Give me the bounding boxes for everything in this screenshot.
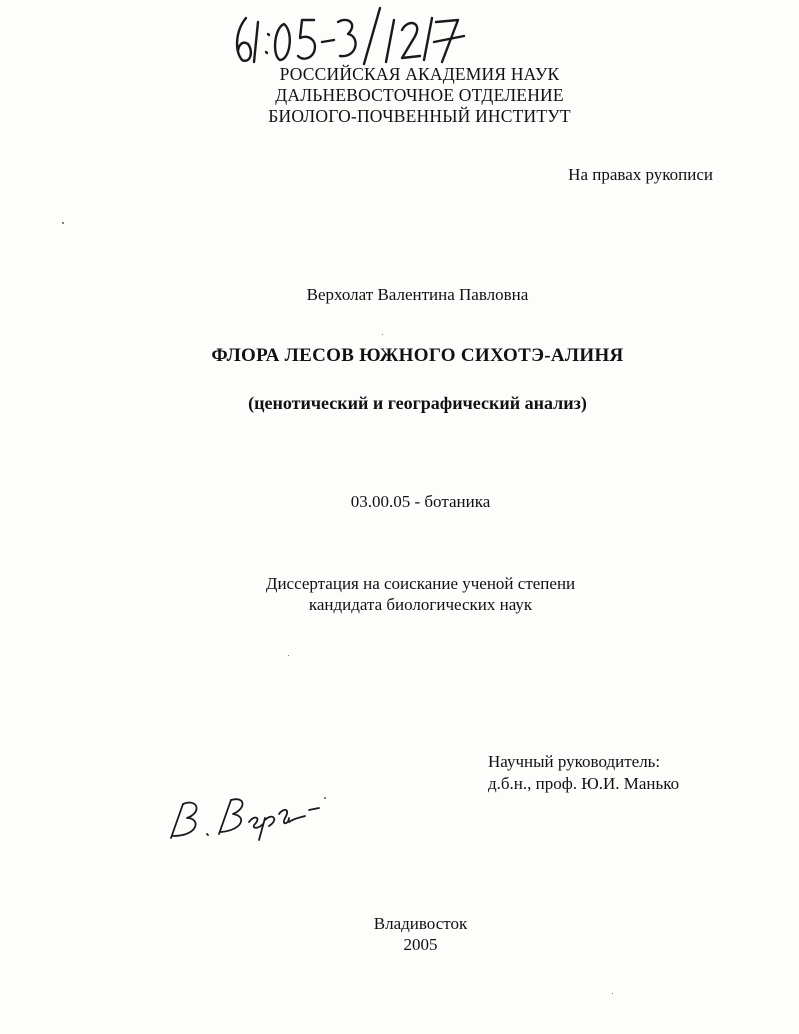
institution-line-branch: ДАЛЬНЕВОСТОЧНОЕ ОТДЕЛЕНИЕ (275, 85, 564, 105)
dissertation-title: ФЛОРА ЛЕСОВ ЮЖНОГО СИХОТЭ-АЛИНЯ (211, 345, 624, 366)
scan-speck (62, 222, 64, 224)
place-and-year (0, 913, 799, 955)
city-name: Владивосток (373, 914, 468, 933)
publication-year: 2005 (403, 935, 438, 954)
institution-header (0, 64, 799, 127)
handwritten-signature (165, 778, 325, 848)
scan-speck (324, 797, 326, 799)
handwritten-archive-code (228, 2, 468, 70)
degree-statement (0, 573, 799, 615)
supervisor-label: Научный руководитель: (488, 752, 661, 771)
supervisor-name: д.б.н., проф. Ю.И. Манько (488, 774, 680, 793)
degree-line-2: кандидата биологических наук (308, 595, 533, 614)
scan-speck (382, 334, 383, 335)
scan-speck (612, 993, 613, 994)
author-name: Верхолат Валентина Павловна (306, 285, 529, 304)
scan-speck (288, 655, 289, 656)
manuscript-rights-notice: На правах рукописи (568, 165, 713, 184)
degree-line-1: Диссертация на соискание ученой степени (265, 574, 576, 593)
supervisor-block (488, 751, 679, 795)
dissertation-subtitle: (ценотический и географический анализ) (248, 393, 587, 413)
specialty-code: 03.00.05 - ботаника (350, 492, 491, 511)
institution-line-institute: БИОЛОГО-ПОЧВЕННЫЙ ИНСТИТУТ (268, 106, 571, 126)
institution-line-academy: РОССИЙСКАЯ АКАДЕМИЯ НАУК (279, 64, 560, 84)
